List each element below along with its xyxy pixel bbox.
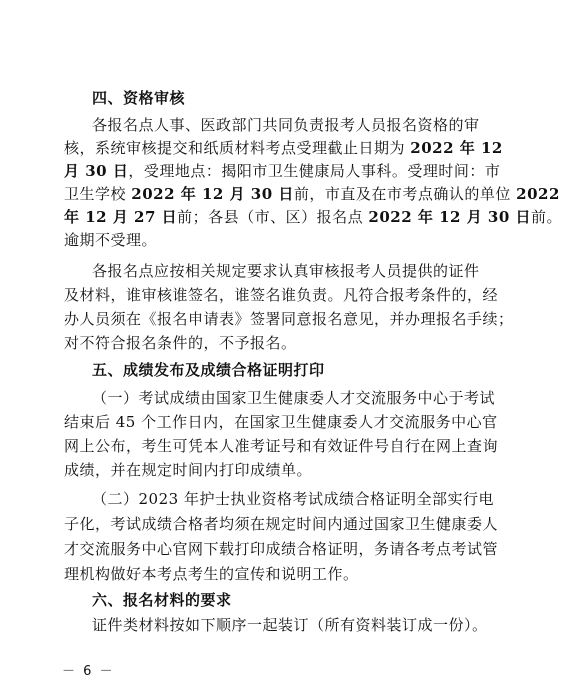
text-run: 核，系统审核提交和纸质材料考点受理截止日期为 <box>64 139 411 157</box>
deadline-date: 2022 年 12 月 30 日 <box>368 208 532 226</box>
section-5-paragraph-1-line-1: （一）考试成绩由国家卫生健康委人才交流服务中心于考试 <box>92 389 496 407</box>
page-number: － 6 － <box>62 664 115 679</box>
section-5-paragraph-1-line-4: 成绩，并在规定时间内打印成绩单。 <box>64 461 313 479</box>
section-5-paragraph-2-line-3: 才交流服务中心官网下载打印成绩合格证明，务请各考点考试管 <box>64 540 499 558</box>
section-4-paragraph-1-line-3 <box>64 161 501 181</box>
section-4-paragraph-2-line-3: 办人员须在《报名申请表》签署同意报名意见，并办理报名手续； <box>64 310 514 328</box>
text-run: 前。 <box>531 208 562 226</box>
text-run: 前，市直及在市考点确认的单位 <box>293 185 517 203</box>
section-4-paragraph-2-line-1: 各报名点应按相关规定要求认真审核报考人员提供的证件 <box>92 262 480 280</box>
text-run: ，受理地点：揭阳市卫生健康局人事科。受理时间：市 <box>128 162 501 180</box>
deadline-date: 2022 年 12 <box>410 139 503 157</box>
section-5-paragraph-1-line-2: 结束后 45 个工作日内，在国家卫生健康委人才交流服务中心官 <box>64 413 498 431</box>
section-5-paragraph-2-line-1: （二）2023 年护士执业资格考试成绩合格证明全部实行电 <box>92 490 494 508</box>
deadline-date: 2022 <box>516 185 560 203</box>
section-4-paragraph-1-line-1: 各报名点人事、医政部门共同负责报考人员报名资格的审 <box>92 116 480 134</box>
deadline-date: 年 12 月 27 日 <box>64 208 178 226</box>
section-5-paragraph-2-line-2: 子化，考试成绩合格者均须在规定时间内通过国家卫生健康委人 <box>64 515 499 533</box>
section-4-paragraph-1-line-4 <box>64 184 560 204</box>
section-6-paragraph-1-line-1: 证件类材料按如下顺序一起装订（所有资料装订成一份）。 <box>92 616 488 634</box>
deadline-date: 月 30 日 <box>64 162 129 180</box>
section-5-paragraph-2-line-4: 理机构做好本考点考生的宣传和说明工作。 <box>64 565 359 583</box>
section-4-heading: 四、资格审核 <box>92 89 186 107</box>
text-run: 卫生学校 <box>64 185 132 203</box>
section-5-paragraph-1-line-3: 网上公布，考生可凭本人准考证号和有效证件号自行在网上查询 <box>64 437 499 455</box>
text-run: 前；各县（市、区）报名点 <box>177 208 369 226</box>
section-4-paragraph-2-line-4: 对不符合报名条件的，不予报名。 <box>64 334 297 352</box>
section-6-heading: 六、报名材料的要求 <box>92 591 232 609</box>
section-5-heading: 五、成绩发布及成绩合格证明打印 <box>92 361 325 379</box>
section-4-paragraph-1-line-5 <box>64 207 562 227</box>
deadline-date: 2022 年 12 月 30 日 <box>131 185 294 203</box>
section-4-paragraph-1-line-2 <box>64 138 503 158</box>
section-4-paragraph-2-line-2: 及材料，谁审核谁签名，谁签名谁负责。凡符合报考条件的，经 <box>64 286 499 304</box>
section-4-paragraph-1-line-6: 逾期不受理。 <box>64 231 158 249</box>
